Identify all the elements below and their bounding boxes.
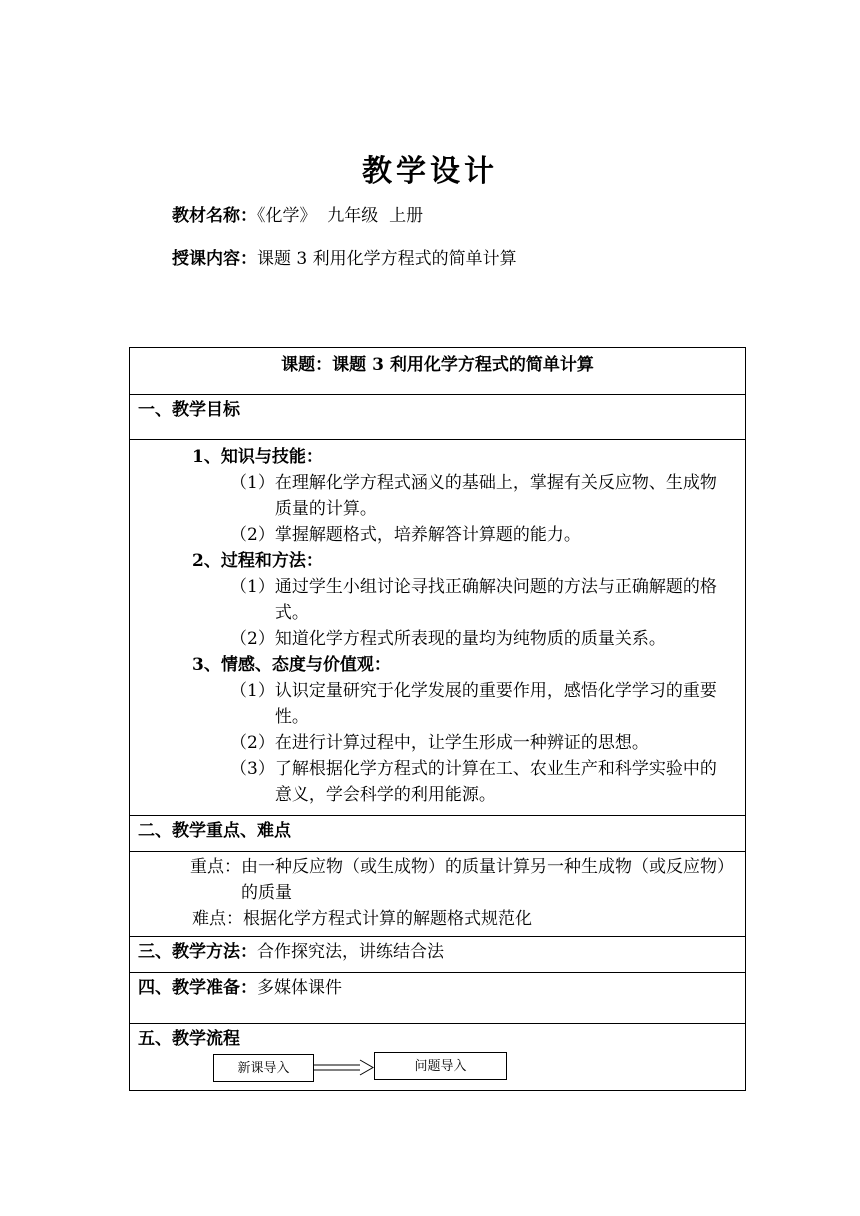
- goal-item: [230, 522, 737, 548]
- method-value: 合作探究法，讲练结合法: [257, 942, 444, 962]
- goal-item-number: （1）: [230, 577, 275, 597]
- goals-list: [130, 440, 745, 815]
- content-line: [172, 244, 517, 269]
- content-value: 课题 3 利用化学方程式的简单计算: [257, 249, 517, 269]
- goal-item-number: （2）: [230, 629, 275, 649]
- goal-group: [130, 444, 737, 548]
- section-heading-key-points: 二、教学重点、难点: [130, 816, 746, 852]
- goal-item-text: 知道化学方程式所表现的量均为纯物质的质量关系。: [274, 629, 666, 649]
- goal-item-number: （1）: [230, 473, 275, 493]
- flow-box-intro: 新课导入: [213, 1054, 314, 1082]
- difficulty-label: 难点：: [192, 909, 243, 929]
- double-arrow-icon: [314, 1058, 376, 1078]
- key-points-header-row: [130, 816, 746, 852]
- preparation-label: 四、教学准备：: [138, 978, 257, 998]
- goal-item-number: （2）: [230, 733, 275, 753]
- goal-item: [230, 756, 737, 808]
- goal-item-number: （1）: [230, 681, 275, 701]
- goal-heading: 3、情感、态度与价值观：: [192, 655, 391, 675]
- goal-item-number: （3）: [230, 759, 275, 779]
- lesson-plan-table: [129, 347, 746, 1091]
- goal-item: [230, 574, 737, 626]
- goal-group: [130, 652, 737, 808]
- topic-row: [130, 348, 746, 395]
- document-title: 教学设计: [362, 154, 498, 189]
- goal-item-text: 在理解化学方程式涵义的基础上，掌握有关反应物、生成物质量的计算。: [274, 473, 717, 519]
- goal-group: [130, 548, 737, 652]
- preparation-row: [130, 973, 746, 1024]
- method-row: [130, 937, 746, 973]
- content-label: 授课内容：: [172, 249, 257, 269]
- flow-row: [130, 1024, 746, 1091]
- goal-heading: 1、知识与技能：: [192, 447, 323, 467]
- difficulty-line: [130, 906, 737, 932]
- method-label: 三、教学方法：: [138, 942, 257, 962]
- key-point-line: [130, 854, 737, 906]
- goal-item-text: 认识定量研究于化学发展的重要作用，感悟化学学习的重要性。: [274, 681, 717, 727]
- goal-item: [230, 730, 737, 756]
- goal-item: [230, 626, 737, 652]
- material-line: [172, 201, 423, 226]
- key-point-text: 由一种反应物（或生成物）的质量计算另一种生成物（或反应物）的质量: [241, 857, 734, 903]
- section-heading-goals: 一、教学目标: [130, 395, 746, 440]
- preparation-value: 多媒体课件: [257, 978, 342, 998]
- section-heading-flow: 五、教学流程: [138, 1029, 240, 1049]
- goals-header-row: [130, 395, 746, 440]
- topic-title: 课题：课题 3 利用化学方程式的简单计算: [281, 355, 594, 375]
- goal-item-text: 在进行计算过程中，让学生形成一种辨证的思想。: [274, 733, 649, 753]
- goal-item-text: 通过学生小组讨论寻找正确解决问题的方法与正确解题的格式。: [274, 577, 717, 623]
- goal-item: [230, 678, 737, 730]
- key-point-label: 重点：: [190, 857, 241, 877]
- flow-box-question: 问题导入: [374, 1052, 507, 1080]
- difficulty-text: 根据化学方程式计算的解题格式规范化: [243, 909, 532, 929]
- goal-item-text: 了解根据化学方程式的计算在工、农业生产和科学实验中的意义，学会科学的利用能源。: [274, 759, 717, 805]
- goal-item: [230, 470, 737, 522]
- flow-cell: [130, 1024, 745, 1090]
- key-points: [130, 852, 745, 936]
- material-label: 教材名称：: [172, 206, 257, 226]
- key-points-row: [130, 852, 746, 937]
- goal-item-number: （2）: [230, 525, 275, 545]
- material-value: 《化学》 九年级 上册: [257, 206, 424, 226]
- goals-row: [130, 440, 746, 816]
- goal-item-text: 掌握解题格式，培养解答计算题的能力。: [274, 525, 581, 545]
- goal-heading: 2、过程和方法：: [192, 551, 323, 571]
